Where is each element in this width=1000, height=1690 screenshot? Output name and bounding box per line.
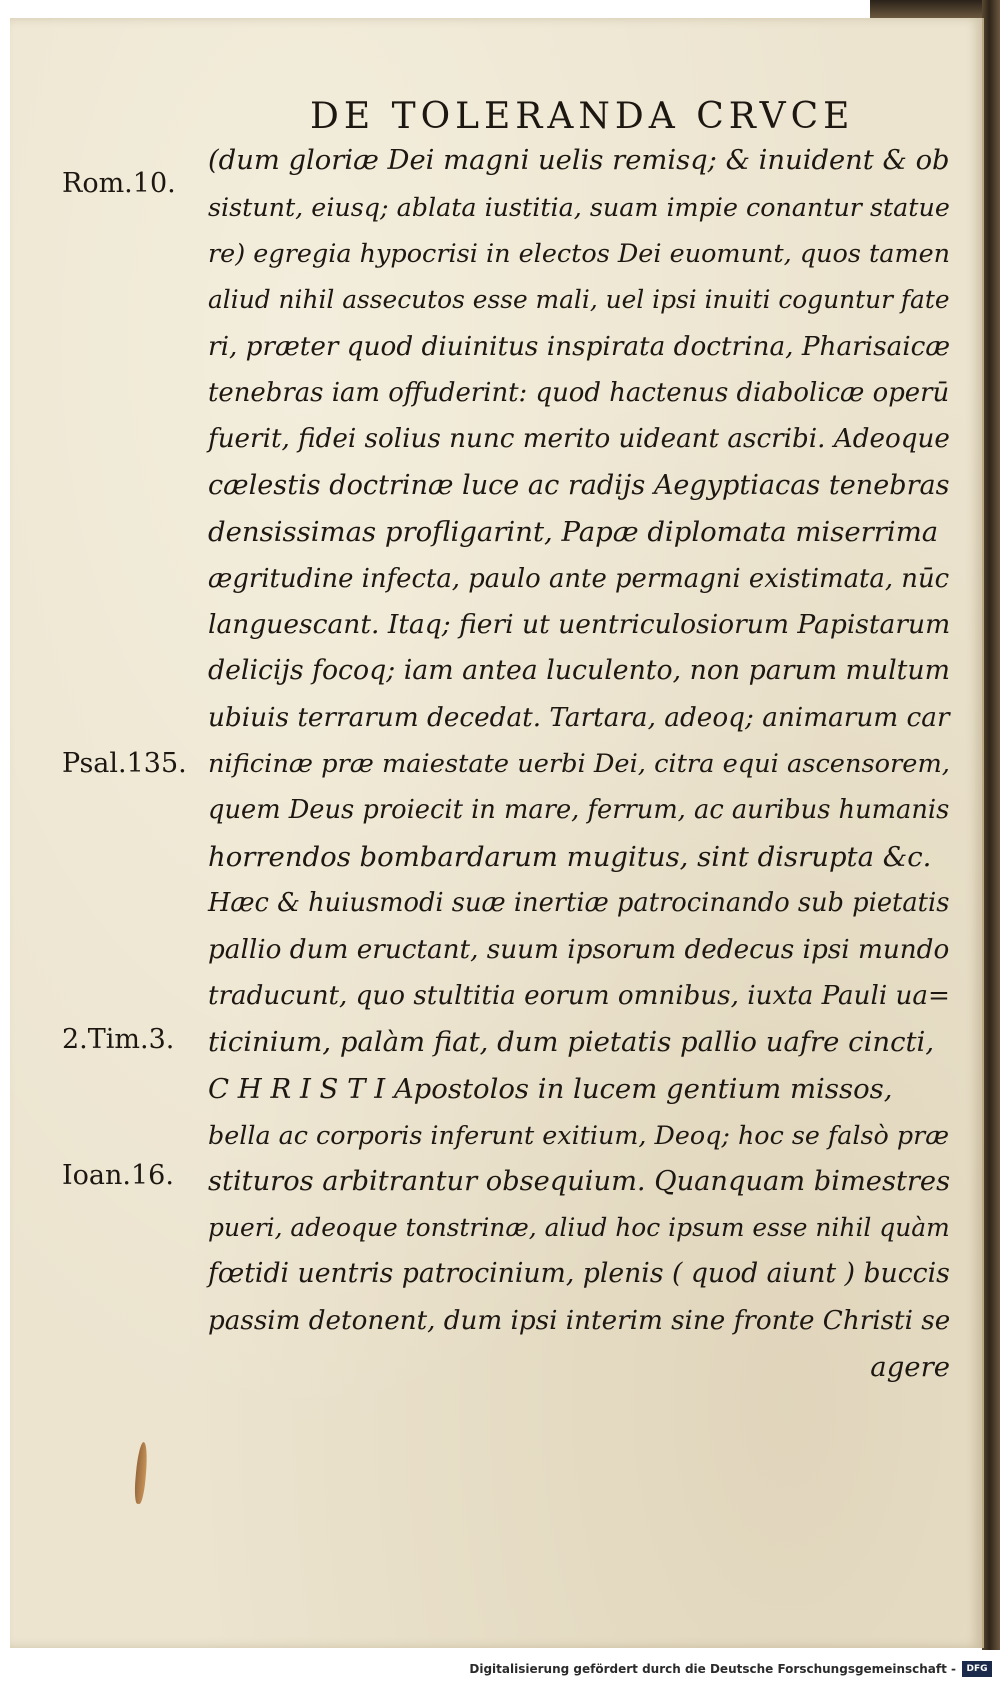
text-line: densissimas profligarint, Papæ diplomata miserrima: [208, 516, 939, 549]
text-line: quem Deus proiecit in mare, ferrum, ac auribus humanis: [208, 795, 950, 826]
text-line: stituros arbitrantur obsequium. Quanquam bimestres: [208, 1165, 951, 1197]
text-line: fœtidi uentris patrocinium, plenis ( quod aiunt ) buccis: [208, 1258, 950, 1290]
body-text: [208, 138, 950, 1391]
text-line: ægritudine infecta, paulo ante permagni existimata, nūc: [208, 563, 950, 594]
margin-note-psal: Psal.135.: [62, 748, 187, 779]
text-line: delicijs focoq; iam antea luculento, non parum multum: [208, 655, 950, 687]
text-line: Hæc & huiusmodi suæ inertiæ patrocinando sub pietatis: [208, 888, 950, 919]
footer-credit: Digitalisierung gefördert durch die Deutsche Forschungsgemeinschaft -: [469, 1662, 956, 1676]
margin-note-tim: 2.Tim.3.: [62, 1024, 175, 1055]
book-edge: [982, 0, 1000, 1650]
text-line: nificinæ præ maiestate uerbi Dei, citra equi ascensorem,: [208, 749, 950, 780]
text-line: pallio dum eructant, suum ipsorum dedecus ipsi mundo: [208, 934, 950, 965]
text-line: traducunt, quo stultitia eorum omnibus, iuxta Pauli ua=: [208, 981, 950, 1012]
text-line: re) egregia hypocrisi in electos Dei euomunt, quos tamen: [208, 238, 951, 269]
text-line: tenebras iam offuderint: quod hactenus diabolicæ operū: [208, 377, 950, 408]
margin-note-rom: Rom.10.: [62, 168, 176, 199]
text-line: bella ac corporis inferunt exitium, Deoq; hoc se falsò præ: [208, 1120, 950, 1151]
text-line: passim detonent, dum ipsi interim sine fronte Christi se: [208, 1305, 951, 1336]
text-line: fuerit, fidei solius nunc merito uideant ascribi. Adeoque: [208, 424, 950, 455]
footer-bar: [0, 1652, 1000, 1690]
text-line: ticinium, palàm fiat, dum pietatis pallio uafre cincti,: [208, 1026, 935, 1059]
text-line: horrendos bombardarum mugitus, sint disrupta &c.: [208, 840, 932, 873]
text-line: aliud nihil assecutos esse mali, uel ipsi inuiti coguntur fate: [208, 285, 950, 315]
dfg-logo: DFG: [962, 1661, 992, 1677]
catchword: agere: [870, 1351, 950, 1384]
text-line: languescant. Itaq; fieri ut uentriculosiorum Papistarum: [208, 608, 951, 640]
running-head: DE TOLERANDA CRVCE: [310, 96, 855, 137]
text-line: ubiuis terrarum decedat. Tartara, adeoq; animarum car: [208, 702, 950, 733]
margin-note-ioan: Ioan.16.: [62, 1160, 174, 1191]
text-line: cælestis doctrinæ luce ac radijs Aegyptiacas tenebras: [208, 469, 950, 501]
text-line: pueri, adeoque tonstrinæ, aliud hoc ipsum esse nihil quàm: [208, 1212, 950, 1242]
text-line: C H R I S T I Apostolos in lucem gentium missos,: [208, 1072, 893, 1105]
text-line: ri, præter quod diuinitus inspirata doctrina, Pharisaicæ: [208, 331, 951, 362]
text-line: sistunt, eiusq; ablata iustitia, suam impie conantur statue: [208, 192, 950, 223]
text-line: (dum gloriæ Dei magni uelis remisq; & inuident & ob: [208, 145, 950, 176]
